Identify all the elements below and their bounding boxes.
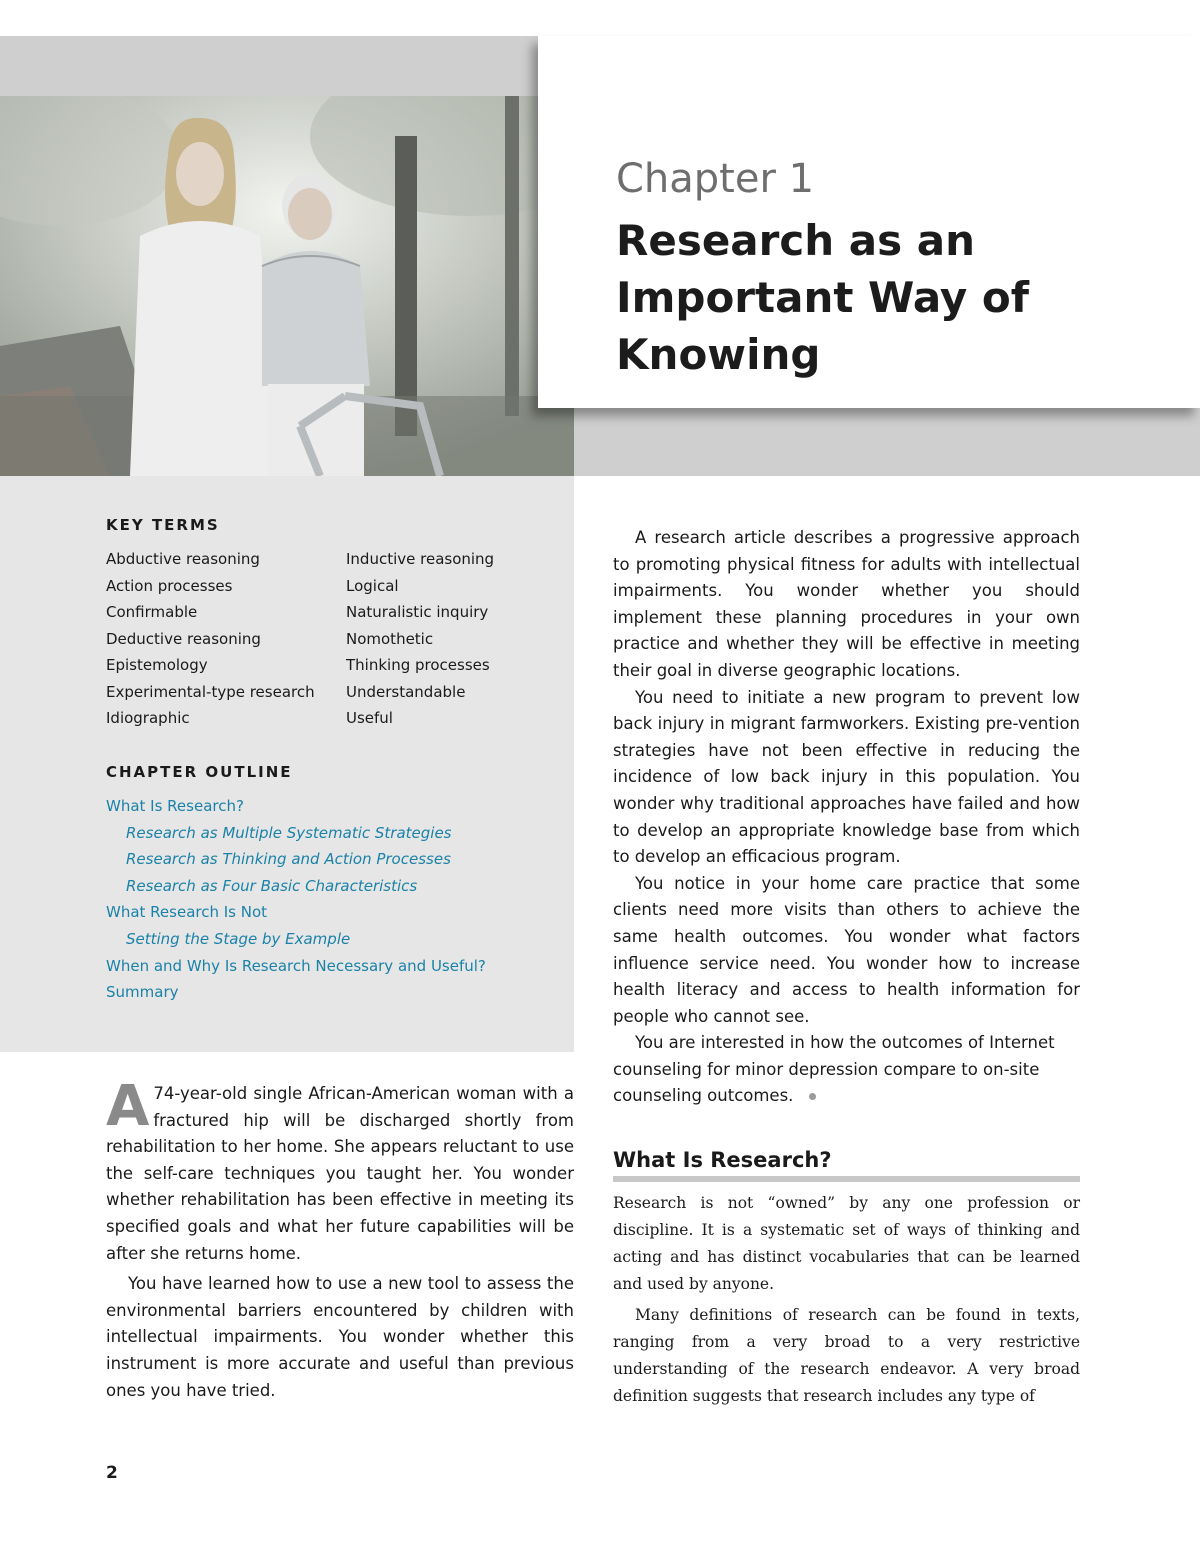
outline-link[interactable]: Research as Four Basic Characteristics [126,876,418,895]
key-term: Action processes [106,576,233,595]
key-terms-column-1 [106,546,315,732]
key-terms-column-2 [346,546,494,732]
outline-link[interactable]: What Research Is Not [106,903,268,922]
right-column [613,525,1080,1110]
paragraph: A research article describes a progressive approach to promoting physical fitness for adults with intellectual impairments. You wonder whether you should implement these planning procedures in your own practice and whether they will be effective in meeting their goal in diverse geographic locations. [613,528,1080,680]
key-term: Nomothetic [346,629,434,648]
key-term: Abductive reasoning [106,550,260,568]
section-body [613,1190,1080,1410]
chapter-title: Research as an Important Way of Knowing [616,216,1030,379]
left-column [106,1074,574,1404]
opening-text: 74-year-old single African-American woman with a fractured hip will be discharged shortly from rehabilitation to her home. She appears reluctant to use the self-care techniques you taught her. You wonder whether rehabilitation has been effective in meeting its specified goals and what her future capabilities will be after she returns home. [106,1084,574,1263]
section-title: What Is Research? [613,1148,1080,1182]
outline-link[interactable]: Setting the Stage by Example [126,929,351,948]
drop-cap: A [106,1074,150,1139]
key-term: Logical [346,576,399,595]
page-number: 2 [106,1463,118,1483]
outline-link[interactable]: What Is Research? [106,797,244,815]
end-mark-icon [809,1093,816,1100]
outline-link[interactable]: Research as Multiple Systematic Strategies [126,823,452,842]
key-term: Naturalistic inquiry [346,603,489,621]
key-term: Deductive reasoning [106,629,261,648]
opening-paragraph [106,1074,574,1267]
key-term: Experimental-type research [106,682,315,701]
key-term: Confirmable [106,603,198,621]
paragraph-text: You are interested in how the outcomes of Internet counseling for minor depression compare to on-site counseling outcomes. [613,1033,1055,1106]
key-term: Epistemology [106,656,208,674]
outline-link[interactable]: Research as Thinking and Action Processes [126,850,451,869]
paragraph: You need to initiate a new program to prevent low back injury in migrant farmworkers. Existing pre-vention strategies have not been effective in reducing the incidence of low back injury in this population. You wonder why traditional approaches have failed and how to develop an appropriate knowledge base from which to develop an efficacious program. [613,687,1080,867]
outline-link[interactable]: Summary [106,983,179,1002]
paragraph: Research is not “owned” by any one profession or discipline. It is a systematic set of ways of thinking and acting and has distinct vocabularies that can be learned and used by anyone. [613,1194,1080,1293]
key-term: Understandable [346,682,466,701]
paragraph: You have learned how to use a new tool to assess the environmental barriers encountered by children with intellectual impairments. You wonder whether this instrument is more accurate and useful than previous ones you have tried. [106,1274,574,1400]
paragraph: Many definitions of research can be found in texts, ranging from a very broad to a very restrictive understanding of the research endeavor. A very broad definition suggests that research includes any type of [613,1306,1080,1405]
chapter-title-card [538,36,1200,408]
key-term: Idiographic [106,709,190,727]
outline-link[interactable]: When and Why Is Research Necessary and Useful? [106,956,486,975]
key-term: Thinking processes [346,656,490,674]
key-term: Useful [346,709,393,727]
paragraph-with-end-mark [613,1030,1080,1110]
chapter-label: Chapter 1 [616,156,815,202]
chapter-outline [106,793,486,1006]
paragraph: You notice in your home care practice that some clients need more visits than others to achieve the same health outcomes. You wonder what factors influence service need. You wonder how to increase health literacy and access to health information for people who cannot see. [613,873,1080,1026]
photo-caregiver-with-elderly-woman [0,96,574,476]
chapter-photo [0,96,574,476]
key-term: Inductive reasoning [346,550,495,568]
key-terms-heading: KEY TERMS [106,516,220,534]
chapter-outline-heading: CHAPTER OUTLINE [106,763,293,781]
